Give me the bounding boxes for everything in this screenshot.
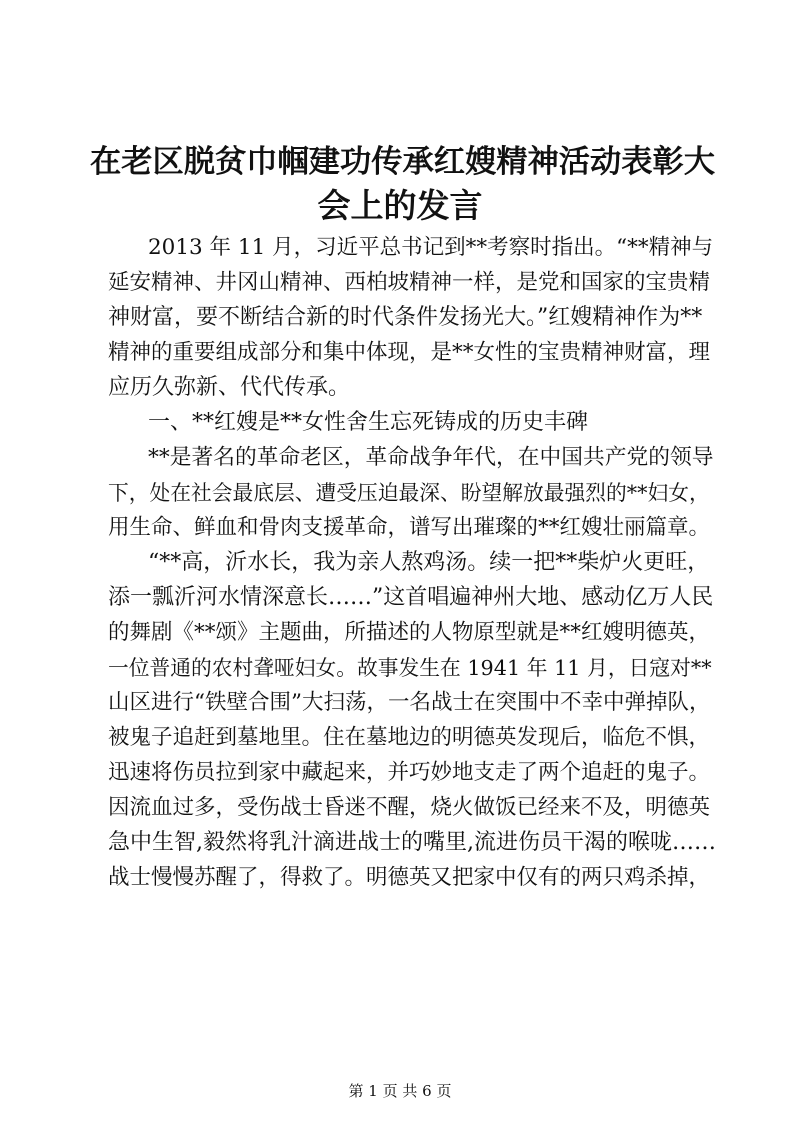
- paragraph-line: 延安精神、井冈山精神、西柏坡精神一样，是党和国家的宝贵精: [108, 270, 711, 295]
- paragraph-line: 添一瓢沂河水情深意长……”这首唱遍神州大地、感动亿万人民: [108, 585, 714, 610]
- paragraph-line: 的舞剧《**颂》主题曲，所描述的人物原型就是**红嫂明德英，: [108, 620, 711, 645]
- paragraph-line: **是著名的革命老区，革命战争年代，在中国共产党的领导: [148, 445, 714, 470]
- paragraph-line: 神财富，要不断结合新的时代条件发扬光大。”红嫂精神作为**: [108, 305, 703, 330]
- paragraph-line: 应历久弥新、代代传承。: [108, 375, 351, 400]
- paragraph-line: 因流血过多，受伤战士昏迷不醒，烧火做饭已经来不及，明德英: [108, 795, 711, 820]
- paragraph-line: “**高，沂水长，我为亲人熬鸡汤。续一把**柴炉火更旺，: [148, 550, 710, 575]
- paragraph-line: 急中生智,毅然将乳汁滴进战士的嘴里,流进伤员干渴的喉咙……: [108, 830, 716, 855]
- paragraph-line: 2013 年 11 月，习近平总书记到**考察时指出。“**精神与: [148, 235, 714, 260]
- document-title-line-1: 在老区脱贫巾帼建功传承红嫂精神活动表彰大: [90, 144, 715, 180]
- paragraph-line: 精神的重要组成部分和集中体现，是**女性的宝贵精神财富，理: [108, 340, 711, 365]
- paragraph-line: 一位普通的农村聋哑妇女。故事发生在 1941 年 11 月，日寇对**: [108, 656, 712, 680]
- paragraph-line: 战士慢慢苏醒了，得救了。明德英又把家中仅有的两只鸡杀掉，: [108, 865, 711, 890]
- paragraph-line: 下，处在社会最底层、遭受压迫最深、盼望解放最强烈的**妇女，: [108, 481, 710, 505]
- paragraph-line: 被鬼子追赶到墓地里。住在墓地边的明德英发现后，临危不惧，: [108, 725, 711, 750]
- paragraph-line: 山区进行“铁壁合围”大扫荡，一名战士在突围中不幸中弹掉队，: [108, 690, 711, 715]
- document-title-line-2: 会上的发言: [317, 186, 483, 225]
- paragraph-line: 用生命、鲜血和骨肉支援革命，谱写出璀璨的**红嫂壮丽篇章。: [108, 515, 711, 540]
- paragraph-line: 迅速将伤员拉到家中藏起来，并巧妙地支走了两个追赶的鬼子。: [108, 760, 711, 785]
- section-heading: 一、**红嫂是**女性舍生忘死铸成的历史丰碑: [148, 410, 589, 435]
- page-number-footer: 第 1 页 共 6 页: [348, 1082, 452, 1100]
